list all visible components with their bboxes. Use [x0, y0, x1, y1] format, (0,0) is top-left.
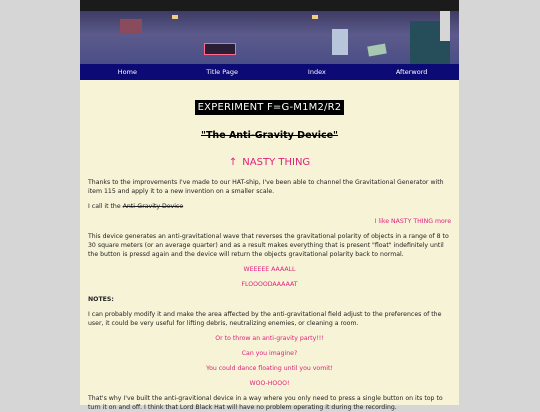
page — [80, 0, 459, 411]
pink-line-party: Or to throw an anti-gravity party!!! — [215, 335, 324, 342]
paragraph-intro: Thanks to the improvements I've made to our HAT-ship, I've been able to channel the Gravitational Generator with item 115 and apply it to a new invention on a smaller scale. — [88, 179, 444, 195]
banner-sign — [204, 43, 236, 55]
arrow-icon: ↑ — [228, 157, 238, 168]
banner-poster-left — [120, 19, 142, 33]
experiment-title: EXPERIMENT F=G-M1M2/R2 — [195, 100, 345, 115]
banner-light-1 — [172, 15, 178, 19]
naming-prefix: I call it the — [88, 203, 121, 210]
pink-line-dance: You could dance floating until you vomit! — [206, 365, 333, 372]
header-banner-image — [80, 11, 459, 64]
pink-line-woohoo: WOO-HOOO! — [249, 380, 290, 387]
device-subtitle: "The Anti-Gravity Device" — [201, 130, 338, 141]
shout-line-2: FLOOOODAAAAAT — [241, 281, 298, 288]
pink-line-imagine: Can you imagine? — [241, 350, 298, 357]
banner-panel — [332, 29, 348, 55]
notes-heading: NOTES: — [88, 296, 114, 303]
author-name: NASTY THING — [242, 157, 311, 168]
banner-light-2 — [312, 15, 318, 19]
nav-title-page-link[interactable]: Title Page — [206, 68, 238, 76]
navigation-bar — [80, 64, 459, 80]
nav-index-link[interactable]: Index — [307, 68, 326, 76]
paragraph-naming — [88, 202, 451, 211]
struck-device-name: Anti-Gravity Device — [122, 203, 184, 210]
shout-line-1: WEEEEE AAAALL — [243, 266, 296, 273]
top-strip — [80, 0, 459, 11]
banner-pillar — [440, 11, 450, 41]
paragraph-notes: I can probably modify it and make the area affected by the anti-gravitational field adjust to the preferences of the user, it could be very useful for lifting debris, neutralizing enemies, or cleaning a room. — [88, 311, 442, 327]
nav-afterword-link[interactable]: Afterword — [395, 68, 428, 76]
banner-card — [367, 44, 386, 57]
paragraph-button: That's why I've built the anti-gravitional device in a way where you only need to press a single button on its top to turn it on and off. I think that Lord Black Hat will have no problem operating it during the recording. — [88, 395, 443, 411]
article-content — [88, 92, 451, 412]
reply-comment: I like NASTY THING more — [374, 218, 451, 225]
nav-home-link[interactable]: Home — [117, 68, 137, 76]
paragraph-description: This device generates an anti-gravitational wave that reverses the gravitational polarity of objects in a range of 8 to 30 square meters (or an average quarter) and as a result makes everything that is present "float" indefinitely until the button is pressd again and the device will return the objects gravitational polarity back to normal. — [88, 233, 449, 258]
